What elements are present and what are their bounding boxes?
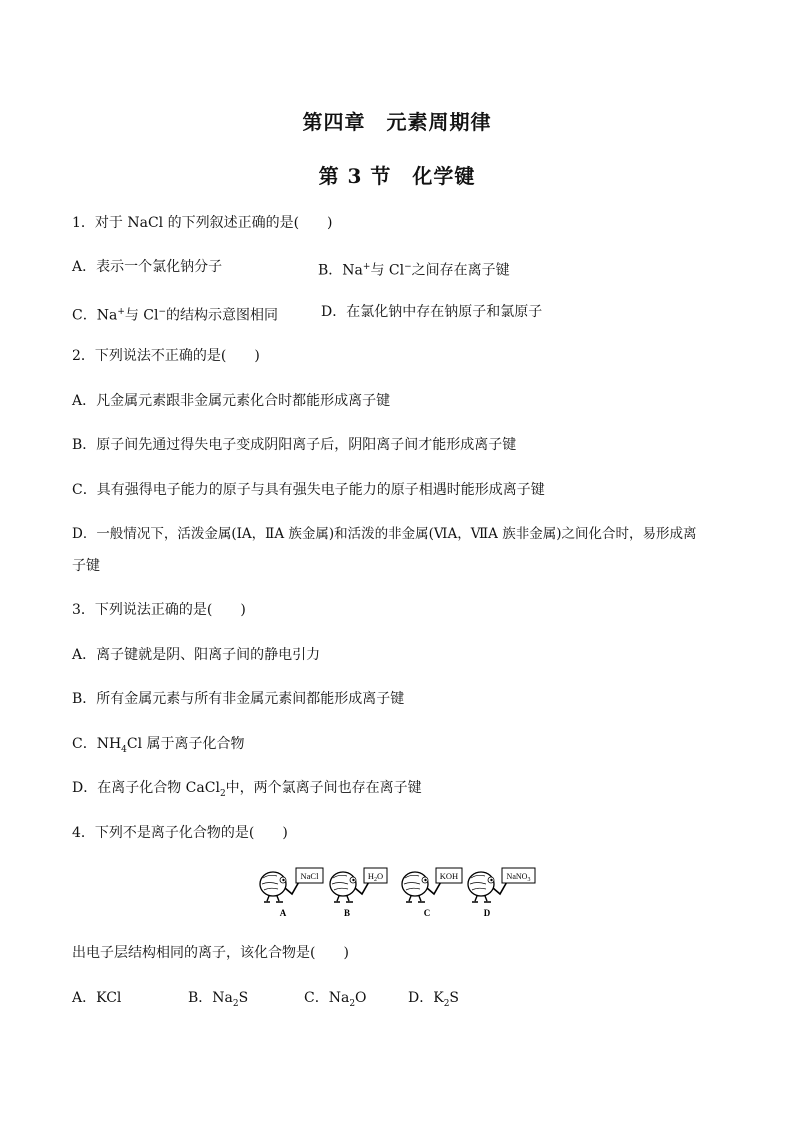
q2-option-d: D．一般情况下，活泼金属(ⅠA，ⅡA 族金属)和活泼的非金属(ⅥA，ⅦA 族非金属)之间化合时，易形成离 [72,526,697,542]
q3-option-d: D．在离子化合物 CaCl$_2$中，两个氯离子间也存在离子键 [72,780,422,799]
q2-option-b: B．原子间先通过得失电子变成阴阳离子后，阴阳离子间才能形成离子键 [72,437,517,453]
q1-option-b: B．Na+与 Cl−之间存在离子键 [318,262,510,279]
q3-option-b: B．所有金属元素与所有非金属元素间都能形成离子键 [72,691,405,707]
sign-d: NaNO$_3$ [506,872,531,883]
label-c: C [423,908,431,918]
q1-option-c: C．Na+与 Cl−的结构示意图相同 [72,307,279,324]
character-c [402,868,462,918]
q2-option-a: A．凡金属元素跟非金属元素化合时都能形成离子键 [72,393,391,409]
q1-option-a: A．表示一个氯化钠分子 [72,259,223,275]
chapter-title: 第四章 元素周期律 [302,110,492,134]
q4-illustration [255,858,545,920]
q1-option-d: D．在氯化钠中存在钠原子和氯原子 [321,304,543,320]
q1-stem: 1．对于 NaCl 的下列叙述正确的是( ) [72,215,333,231]
q5-option-d: D．$K_2S$ [408,990,460,1009]
q3-option-c: C．$NH_4Cl$ 属于离子化合物 [72,736,245,755]
q5-stem: 出电子层结构相同的离子，该化合物是( ) [72,945,349,961]
label-d: D [483,908,491,918]
q5-option-c: C．$Na_2O$ [304,990,367,1009]
label-a: A [279,908,287,918]
q5-option-a: A．KCl [72,990,122,1006]
character-a [260,868,323,918]
q4-stem: 4．下列不是离子化合物的是( ) [72,825,288,841]
label-b: B [343,908,351,918]
sign-a: NaCl [300,871,319,881]
q3-option-a: A．离子键就是阴、阳离子间的静电引力 [72,647,321,663]
character-b [330,868,387,918]
sign-b: $H_2O$ [367,871,384,883]
section-title: 第 3 节 化学键 [318,164,476,188]
q5-option-b: B．$Na_2S$ [188,990,249,1009]
q3-stem: 3．下列说法正确的是( ) [72,602,246,618]
q2-option-d-continued: 子键 [72,558,100,574]
q2-option-c: C．具有强得电子能力的原子与具有强失电子能力的原子相遇时能形成离子键 [72,482,545,498]
q2-stem: 2．下列说法不正确的是( ) [72,348,260,364]
sign-c: KOH [439,871,459,881]
character-d [468,868,535,918]
